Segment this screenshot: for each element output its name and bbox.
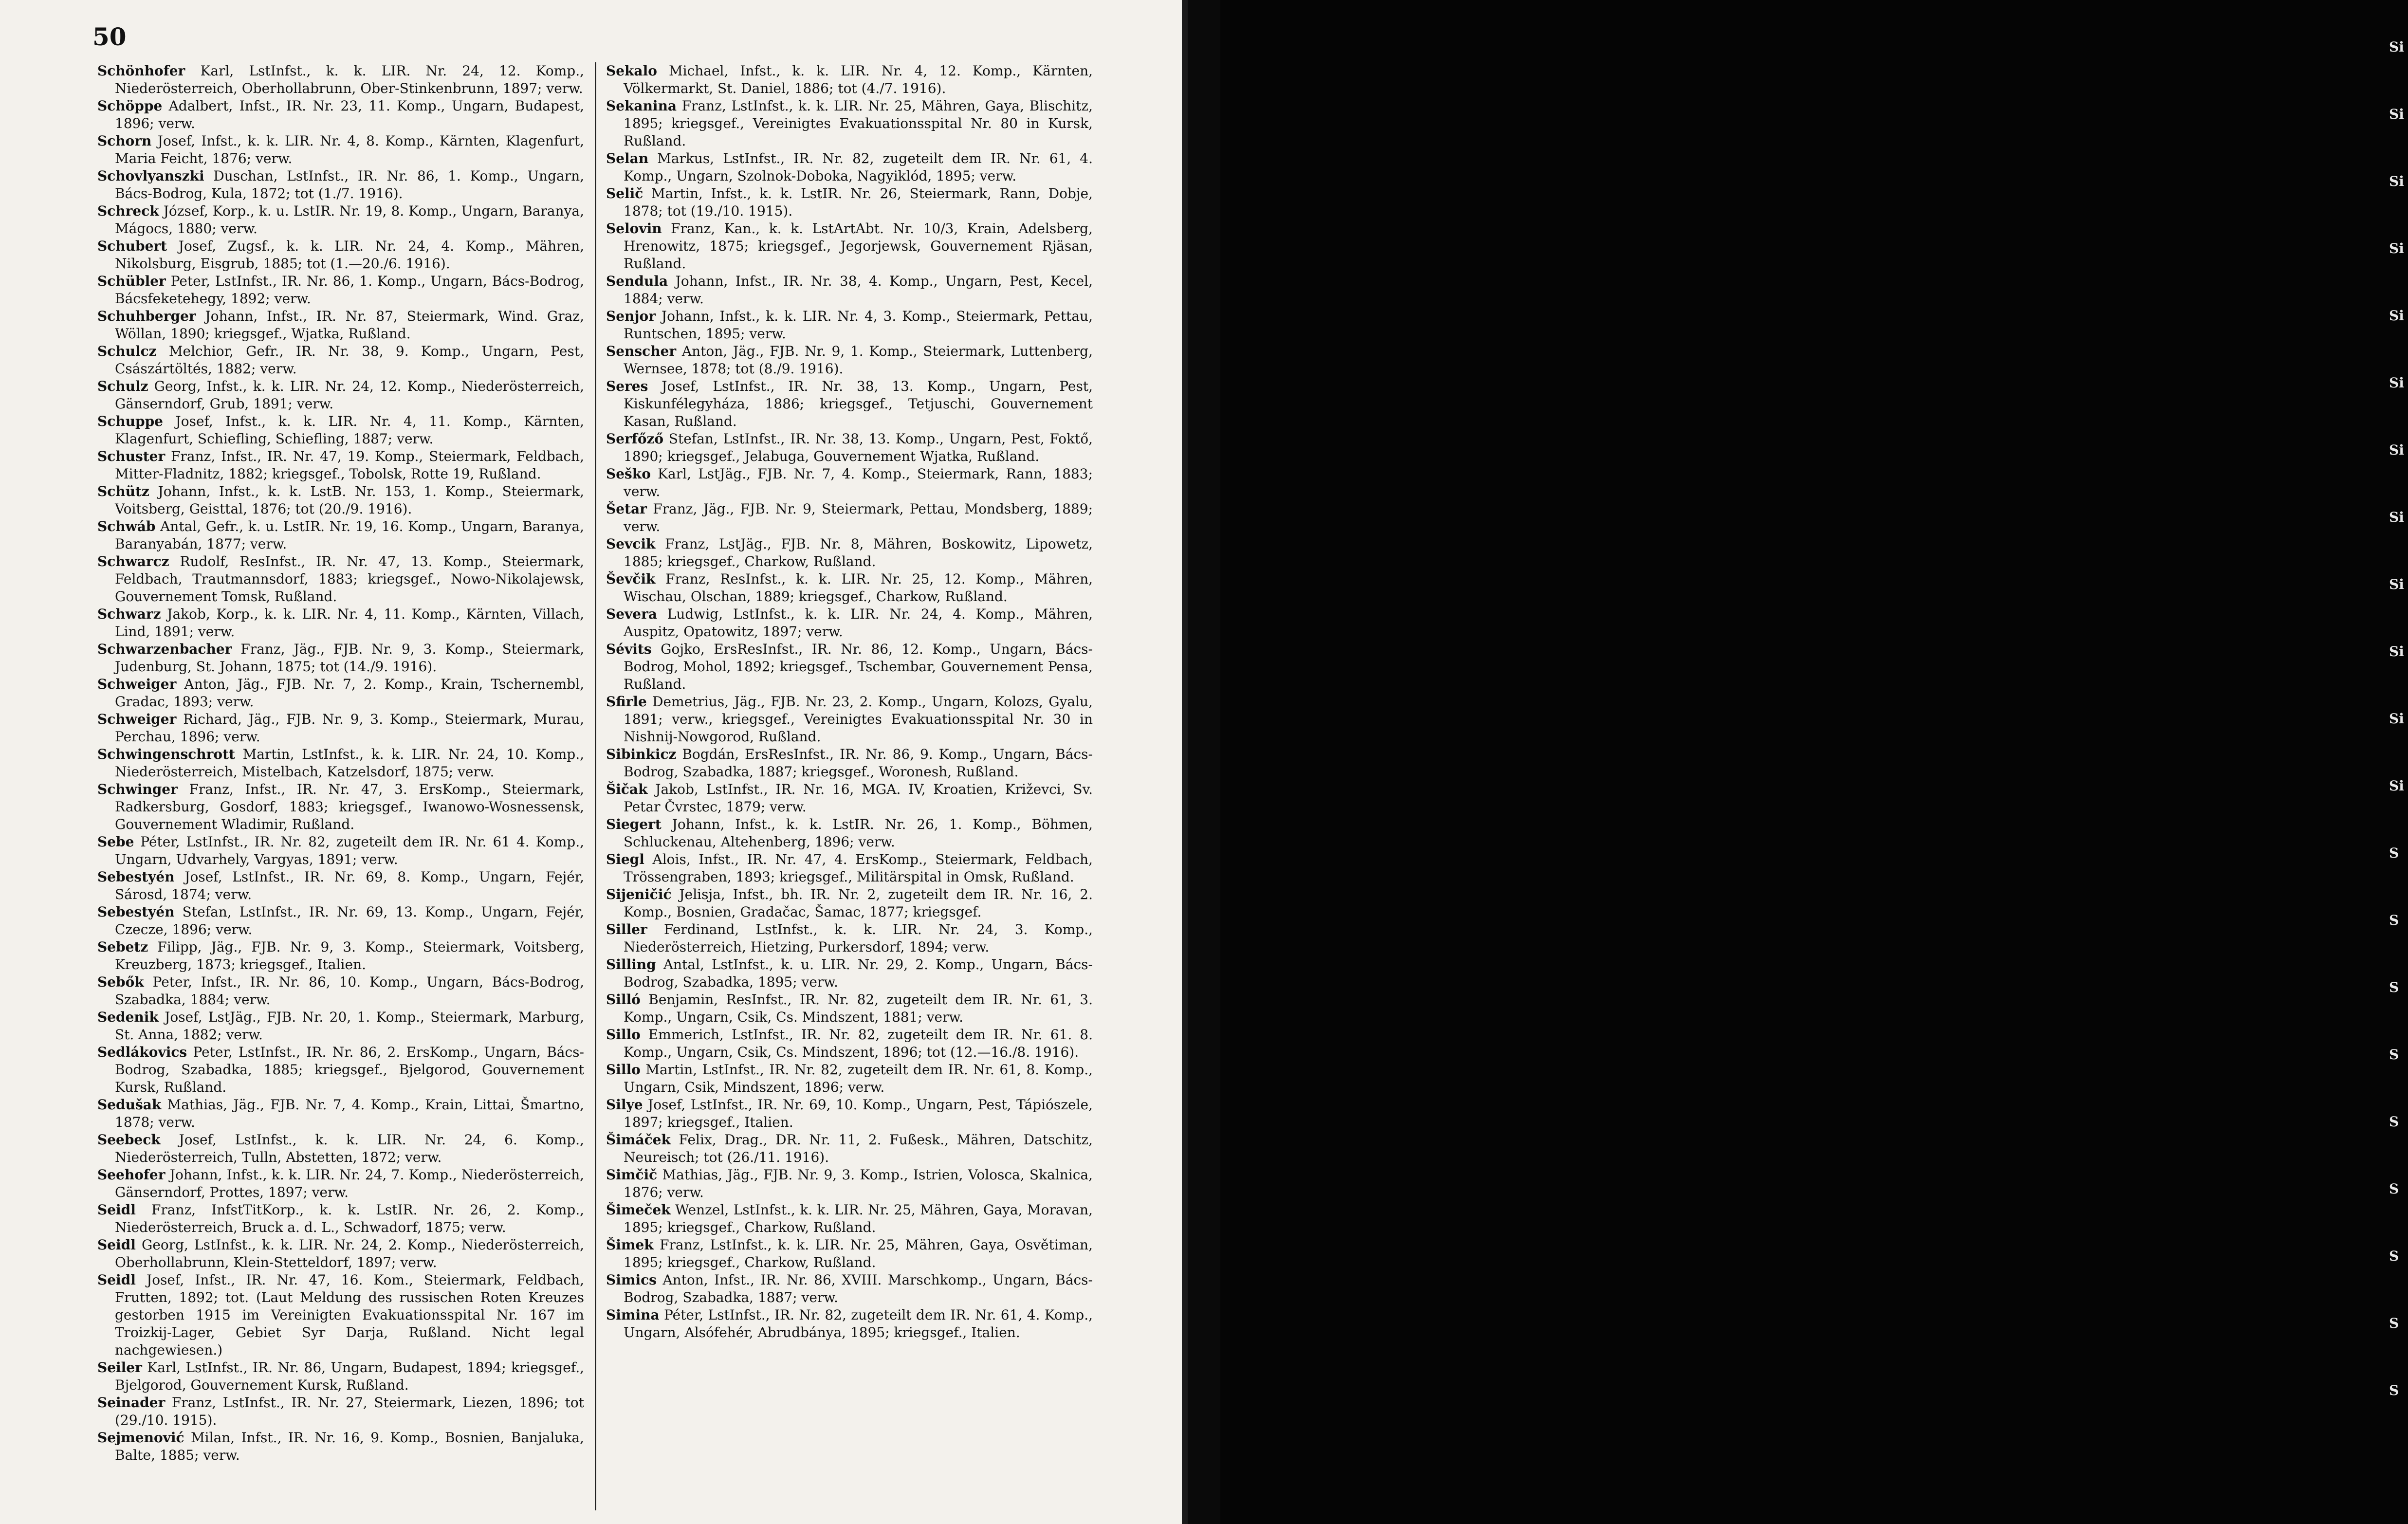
entry-surname: Senjor: [606, 308, 656, 324]
entry-details: Jelisja, Infst., bh. IR. Nr. 2, zugeteilt dem IR. Nr. 16, 2. Komp., Bosnien, Gradačac, Šamac, 1877; kriegsgef.: [624, 886, 1093, 920]
entry-details: Johann, Infst., k. k. LstIR. Nr. 26, 1. Komp., Böhmen, Schluckenau, Altehenberg, 1896; verw.: [624, 816, 1093, 850]
entry-surname: Seško: [606, 466, 651, 482]
entry-details: Wenzel, LstInfst., k. k. LIR. Nr. 25, Mähren, Gaya, Moravan, 1895; kriegsgef., Charkow, Rußland.: [624, 1202, 1093, 1235]
adjacent-page-fragment: Si: [2389, 375, 2404, 391]
register-entry: [606, 308, 1093, 343]
entry-surname: Seidl: [97, 1237, 136, 1253]
register-entry: [606, 991, 1093, 1026]
entry-details: Johann, Infst., k. k. LstB. Nr. 153, 1. Komp., Steiermark, Voitsberg, Geisttal, 1876; tot (20./9. 1916).: [115, 483, 584, 517]
entry-details: Alois, Infst., IR. Nr. 47, 4. ErsKomp., Steiermark, Feldbach, Trössengraben, 1893; kriegsgef., Militärspital in Omsk, Rußland.: [624, 851, 1093, 885]
register-entry: [606, 465, 1093, 500]
entry-details: Josef, Infst., k. k. LIR. Nr. 4, 8. Komp., Kärnten, Klagenfurt, Maria Feicht, 1876; verw.: [115, 133, 584, 166]
register-entry: [97, 711, 584, 746]
entry-surname: Serfőző: [606, 431, 664, 447]
entry-details: Josef, Infst., k. k. LIR. Nr. 4, 11. Komp., Kärnten, Klagenfurt, Schiefling, Schiefling, 1887; verw.: [115, 413, 584, 447]
entry-surname: Schovlyanszki: [97, 168, 204, 184]
entry-details: Josef, LstInfst., IR. Nr. 69, 8. Komp., Ungarn, Fejér, Sárosd, 1874; verw.: [115, 869, 585, 902]
register-entry: [606, 956, 1093, 991]
entry-details: Felix, Drag., DR. Nr. 11, 2. Fußesk., Mähren, Datschitz, Neureisch; tot (26./11. 1916).: [624, 1132, 1093, 1165]
register-entry: [606, 500, 1093, 535]
entry-surname: Schuhberger: [97, 308, 196, 324]
adjacent-page-fragment: S: [2389, 1047, 2399, 1063]
entry-details: Martin, Infst., k. k. LstIR. Nr. 26, Steiermark, Rann, Dobje, 1878; tot (19./10. 1915).: [624, 185, 1093, 219]
book-page: [0, 0, 1188, 1524]
adjacent-page-fragment: Si: [2389, 778, 2404, 794]
register-entry: [97, 1096, 584, 1131]
entry-details: Franz, LstInfst., k. k. LIR. Nr. 25, Mähren, Gaya, Osvětiman, 1895; kriegsgef., Charkow, Rußland.: [624, 1237, 1093, 1270]
entry-surname: Schübler: [97, 273, 166, 289]
entry-surname: Šimáček: [606, 1132, 671, 1148]
adjacent-page-fragment: S: [2389, 912, 2399, 928]
entry-surname: Schulcz: [97, 343, 157, 359]
entry-surname: Sibinkicz: [606, 746, 677, 762]
entry-surname: Sillo: [606, 1062, 641, 1078]
entry-details: Stefan, LstInfst., IR. Nr. 38, 13. Komp., Ungarn, Pest, Foktő, 1890; kriegsgef., Jelabuga, Gouvernement Wjatka, Rußland.: [624, 431, 1093, 464]
register-entry: [97, 1166, 584, 1201]
entry-surname: Schorn: [97, 133, 152, 149]
entry-details: Franz, InfstTitKorp., k. k. LstIR. Nr. 26, 2. Komp., Niederösterreich, Bruck a. d. L., Schwadorf, 1875; verw.: [115, 1202, 585, 1235]
register-entry: [97, 606, 584, 641]
entry-surname: Schütz: [97, 483, 149, 499]
register-entry: [97, 238, 584, 273]
register-entry: [97, 1131, 584, 1166]
entry-details: Mathias, Jäg., FJB. Nr. 9, 3. Komp., Istrien, Volosca, Skalnica, 1876; verw.: [624, 1167, 1093, 1200]
entry-surname: Sedenik: [97, 1009, 159, 1025]
entry-surname: Schwinger: [97, 781, 178, 797]
adjacent-page-fragment: Si: [2389, 509, 2404, 525]
entry-surname: Sekanina: [606, 98, 677, 114]
page-number: 50: [92, 22, 127, 51]
entry-details: Gojko, ErsResInfst., IR. Nr. 86, 12. Komp., Ungarn, Bács-Bodrog, Mohol, 1892; kriegsgef., Tschembar, Gouvernement Pensa, Rußland.: [624, 641, 1093, 692]
entry-details: Péter, LstInfst., IR. Nr. 82, zugeteilt dem IR. Nr. 61, 4. Komp., Ungarn, Alsófehér, Abrudbánya, 1895; kriegsgef., Italien.: [624, 1307, 1093, 1340]
entry-details: Milan, Infst., IR. Nr. 16, 9. Komp., Bosnien, Banjaluka, Balte, 1885; verw.: [115, 1430, 584, 1463]
entry-details: Markus, LstInfst., IR. Nr. 82, zugeteilt dem IR. Nr. 61, 4. Komp., Ungarn, Szolnok-Doboka, Nagyiklód, 1895; verw.: [624, 150, 1093, 184]
entry-details: Johann, Infst., IR. Nr. 87, Steiermark, Wind. Graz, Wöllan, 1890; kriegsgef., Wjatka, Rußland.: [115, 308, 584, 342]
entry-surname: Schwingenschrott: [97, 746, 235, 762]
register-entry: [606, 1236, 1093, 1271]
entry-surname: Sfirle: [606, 694, 647, 710]
register-entry: [606, 570, 1093, 606]
entry-surname: Seiler: [97, 1359, 142, 1376]
entry-details: Emmerich, LstInfst., IR. Nr. 82, zugeteilt dem IR. Nr. 61. 8. Komp., Ungarn, Csik, Cs. Mindszent, 1896; tot (12.—16./8. 1916).: [624, 1027, 1093, 1060]
entry-details: Anton, Jäg., FJB. Nr. 9, 1. Komp., Steiermark, Luttenberg, Wernsee, 1878; tot (8./9. 1916).: [624, 343, 1093, 377]
entry-surname: Schwáb: [97, 518, 156, 534]
register-entry: [606, 1131, 1093, 1166]
register-entry: [97, 343, 584, 378]
register-entry: [606, 378, 1093, 430]
entry-details: Franz, Infst., IR. Nr. 47, 3. ErsKomp., Steiermark, Radkersburg, Gosdorf, 1883; kriegsgef., Iwanowo-Wosnessensk, Gouvernement Wladimir, Rußland.: [115, 781, 584, 832]
register-entry: [606, 1271, 1093, 1306]
entry-details: Josef, LstInfst., IR. Nr. 69, 10. Komp., Ungarn, Pest, Tápiószele, 1897; kriegsgef., Italien.: [624, 1097, 1093, 1130]
register-entry: [606, 97, 1093, 150]
entry-details: Stefan, LstInfst., IR. Nr. 69, 13. Komp., Ungarn, Fejér, Czecze, 1896; verw.: [115, 904, 584, 937]
adjacent-page-fragment: S: [2389, 979, 2399, 995]
entry-surname: Siegert: [606, 816, 662, 832]
register-entry: [606, 606, 1093, 641]
entry-surname: Sebestyén: [97, 869, 175, 885]
entry-details: Peter, Infst., IR. Nr. 86, 10. Komp., Ungarn, Bács-Bodrog, Szabadka, 1884; verw.: [115, 974, 584, 1008]
entry-surname: Schreck: [97, 203, 159, 219]
entry-surname: Seidl: [97, 1202, 136, 1218]
entry-surname: Seebeck: [97, 1132, 161, 1148]
register-entry: [97, 518, 584, 553]
register-entry: [606, 535, 1093, 570]
register-entry: [97, 938, 584, 973]
adjacent-page-fragment: Si: [2389, 711, 2404, 727]
adjacent-page-fragment: Si: [2389, 173, 2404, 189]
adjacent-page-fragment: S: [2389, 1181, 2399, 1197]
entry-surname: Seres: [606, 378, 648, 394]
adjacent-page-fragment: S: [2389, 1382, 2399, 1398]
entry-details: Martin, LstInfst., IR. Nr. 82, zugeteilt dem IR. Nr. 61, 8. Komp., Ungarn, Csik, Mindszent, 1896; verw.: [624, 1062, 1093, 1095]
register-entry: [97, 483, 584, 518]
register-entry: [606, 220, 1093, 273]
entry-details: Georg, Infst., k. k. LIR. Nr. 24, 12. Komp., Niederösterreich, Gänserndorf, Grub, 1891; verw.: [115, 378, 584, 412]
entry-surname: Sebestyén: [97, 904, 175, 920]
entry-details: Franz, LstInfst., IR. Nr. 27, Steiermark, Liezen, 1896; tot (29./10. 1915).: [115, 1395, 585, 1428]
entry-surname: Schwarcz: [97, 553, 169, 569]
entry-details: Johann, Infst., IR. Nr. 38, 4. Komp., Ungarn, Pest, Kecel, 1884; verw.: [624, 273, 1093, 307]
entry-surname: Schwarz: [97, 606, 161, 622]
entry-details: Franz, Jäg., FJB. Nr. 9, 3. Komp., Steiermark, Judenburg, St. Johann, 1875; tot (14./9. 1916).: [115, 641, 584, 675]
page-gutter-shadow: [1182, 0, 1188, 1524]
entry-details: Jakob, LstInfst., IR. Nr. 16, MGA. IV, Kroatien, Križevci, Sv. Petar Čvrstec, 1879; verw.: [624, 781, 1093, 815]
entry-surname: Sendula: [606, 273, 668, 289]
entry-surname: Sillo: [606, 1027, 641, 1043]
entry-details: Josef, Infst., IR. Nr. 47, 16. Kom., Steiermark, Feldbach, Frutten, 1892; tot. (Laut Meldung des russischen Roten Kreuzes gestorben 1915 im Vereinigten Evakuationsspital Nr. 167 im Troizkij-Lager, Gebiet Syr Darja, Rußland. Nicht legal nachgewiesen.): [115, 1272, 584, 1358]
register-entry: [606, 693, 1093, 746]
register-entry: [97, 641, 584, 676]
entry-surname: Schuppe: [97, 413, 163, 429]
entry-surname: Sejmenović: [97, 1430, 184, 1446]
entry-surname: Sevcik: [606, 536, 656, 552]
entry-details: Adalbert, Infst., IR. Nr. 23, 11. Komp., Ungarn, Budapest, 1896; verw.: [115, 98, 584, 131]
register-entry: [97, 97, 584, 132]
entry-details: Richard, Jäg., FJB. Nr. 9, 3. Komp., Steiermark, Murau, Perchau, 1896; verw.: [115, 711, 584, 745]
register-entry: [97, 903, 584, 938]
register-entry: [97, 1236, 584, 1271]
register-entry: [97, 448, 584, 483]
register-entry: [606, 1306, 1093, 1341]
register-entry: [97, 167, 584, 202]
entry-surname: Simina: [606, 1307, 660, 1323]
entry-surname: Schöppe: [97, 98, 163, 114]
entry-surname: Sebe: [97, 834, 134, 850]
adjacent-page-fragment: Si: [2389, 442, 2404, 458]
entry-details: Karl, LstJäg., FJB. Nr. 7, 4. Komp., Steiermark, Rann, 1883; verw.: [624, 466, 1093, 499]
entry-surname: Schubert: [97, 238, 167, 254]
register-entry: [97, 973, 584, 1009]
entry-surname: Silye: [606, 1097, 643, 1113]
entry-surname: Schuster: [97, 448, 165, 464]
entry-details: Michael, Infst., k. k. LIR. Nr. 4, 12. Komp., Kärnten, Völkermarkt, St. Daniel, 1886; tot (4./7. 1916).: [624, 63, 1093, 96]
entry-surname: Sedušak: [97, 1097, 162, 1113]
entry-details: Anton, Infst., IR. Nr. 86, XVIII. Marschkomp., Ungarn, Bács-Bodrog, Szabadka, 1887; verw.: [624, 1272, 1093, 1305]
entry-surname: Sekalo: [606, 63, 657, 79]
entry-details: József, Korp., k. u. LstIR. Nr. 19, 8. Komp., Ungarn, Baranya, Mágocs, 1880; verw.: [115, 203, 584, 237]
entry-details: Franz, ResInfst., k. k. LIR. Nr. 25, 12. Komp., Mähren, Wischau, Olschan, 1889; kriegsgef., Charkow, Rußland.: [624, 571, 1093, 605]
entry-details: Josef, LstJäg., FJB. Nr. 20, 1. Komp., Steiermark, Marburg, St. Anna, 1882; verw.: [115, 1009, 584, 1043]
entry-surname: Selan: [606, 150, 649, 166]
register-entry: [606, 851, 1093, 886]
entry-surname: Silló: [606, 992, 641, 1008]
register-entry: [97, 1009, 584, 1044]
register-entry: [97, 413, 584, 448]
entry-surname: Simčič: [606, 1167, 658, 1183]
entry-surname: Schönhofer: [97, 63, 185, 79]
entry-details: Johann, Infst., k. k. LIR. Nr. 24, 7. Komp., Niederösterreich, Gänserndorf, Prottes, 1897; verw.: [115, 1167, 585, 1200]
entry-details: Rudolf, ResInfst., IR. Nr. 47, 13. Komp., Steiermark, Feldbach, Trautmannsdorf, 1883; kriegsgef., Nowo-Nikolajewsk, Gouvernement Tomsk, Rußland.: [115, 553, 584, 605]
register-entry: [606, 1096, 1093, 1131]
right-column: [606, 62, 1093, 1513]
register-entry: [606, 62, 1093, 97]
entry-details: Franz, Kan., k. k. LstArtAbt. Nr. 10/3, Krain, Adelsberg, Hrenowitz, 1875; kriegsgef., Jegorjewsk, Gouvernement Rjäsan, Rußland.: [624, 220, 1093, 272]
register-entry: [97, 1394, 584, 1429]
register-entry: [97, 1359, 584, 1394]
adjacent-page-fragment: Si: [2389, 39, 2404, 55]
entry-details: Péter, LstInfst., IR. Nr. 82, zugeteilt dem IR. Nr. 61 4. Komp., Ungarn, Udvarhely, Vargyas, 1891; verw.: [115, 834, 585, 867]
register-entry: [97, 868, 584, 903]
entry-details: Ferdinand, LstInfst., k. k. LIR. Nr. 24, 3. Komp., Niederösterreich, Hietzing, Purkersdorf, 1894; verw.: [624, 921, 1093, 955]
register-entry: [606, 273, 1093, 308]
register-entry: [97, 833, 584, 868]
entry-details: Bogdán, ErsResInfst., IR. Nr. 86, 9. Komp., Ungarn, Bács-Bodrog, Szabadka, 1887; kriegsgef., Woronesh, Rußland.: [624, 746, 1093, 780]
entry-details: Melchior, Gefr., IR. Nr. 38, 9. Komp., Ungarn, Pest, Császártöltés, 1882; verw.: [115, 343, 584, 377]
entry-surname: Schweiger: [97, 711, 177, 727]
adjacent-page-fragment: S: [2389, 1114, 2399, 1130]
adjacent-page-strip: [1188, 0, 2404, 1524]
register-entry: [606, 343, 1093, 378]
register-entry: [606, 921, 1093, 956]
entry-details: Franz, Jäg., FJB. Nr. 9, Steiermark, Pettau, Mondsberg, 1889; verw.: [624, 501, 1093, 534]
entry-details: Franz, LstJäg., FJB. Nr. 8, Mähren, Boskowitz, Lipowetz, 1885; kriegsgef., Charkow, Rußland.: [624, 536, 1093, 569]
register-entry: [97, 308, 584, 343]
entry-details: Benjamin, ResInfst., IR. Nr. 82, zugeteilt dem IR. Nr. 61, 3. Komp., Ungarn, Csik, Cs. Mindszent, 1881; verw.: [624, 992, 1093, 1025]
entry-details: Filipp, Jäg., FJB. Nr. 9, 3. Komp., Steiermark, Voitsberg, Kreuzberg, 1873; kriegsgef., Italien.: [115, 939, 585, 973]
entry-details: Demetrius, Jäg., FJB. Nr. 23, 2. Komp., Ungarn, Kolozs, Gyalu, 1891; verw., kriegsgef., Vereinigtes Evakuationsspital Nr. 30 in Nishnij-Nowgorod, Rußland.: [624, 694, 1093, 745]
register-entry: [97, 746, 584, 781]
entry-details: Antal, Gefr., k. u. LstIR. Nr. 19, 16. Komp., Ungarn, Baranya, Baranyabán, 1877; verw.: [115, 518, 585, 552]
entry-surname: Seidl: [97, 1272, 136, 1288]
adjacent-page-fragment: S: [2389, 1248, 2399, 1264]
entry-details: Franz, Infst., IR. Nr. 47, 19. Komp., Steiermark, Feldbach, Mitter-Fladnitz, 1882; kriegsgef., Tobolsk, Rotte 19, Rußland.: [115, 448, 584, 482]
register-entry: [97, 1044, 584, 1096]
entry-details: Johann, Infst., k. k. LIR. Nr. 4, 3. Komp., Steiermark, Pettau, Runtschen, 1895; verw.: [624, 308, 1093, 342]
entry-details: Josef, LstInfst., k. k. LIR. Nr. 24, 6. Komp., Niederösterreich, Tulln, Abstetten, 1872; verw.: [115, 1132, 584, 1165]
register-entry: [606, 746, 1093, 781]
entry-details: Mathias, Jäg., FJB. Nr. 7, 4. Komp., Krain, Littai, Šmartno, 1878; verw.: [115, 1097, 584, 1130]
register-entry: [97, 273, 584, 308]
entry-surname: Schulz: [97, 378, 148, 394]
register-entry: [97, 1429, 584, 1464]
entry-surname: Šičak: [606, 781, 648, 797]
entry-details: Ludwig, LstInfst., k. k. LIR. Nr. 24, 4. Komp., Mähren, Auspitz, Opatowitz, 1897; verw.: [624, 606, 1093, 640]
left-column: [97, 62, 584, 1513]
entry-surname: Šimeček: [606, 1202, 671, 1218]
entry-details: Josef, LstInfst., IR. Nr. 38, 13. Komp., Ungarn, Pest, Kiskunfélegyháza, 1886; kriegsgef., Tetjuschi, Gouvernement Kasan, Rußland.: [624, 378, 1093, 429]
adjacent-page-fragment: S: [2389, 845, 2399, 861]
adjacent-page-fragment: Si: [2389, 106, 2404, 122]
entry-surname: Sebetz: [97, 939, 148, 955]
register-entry: [606, 430, 1093, 465]
entry-surname: Seinader: [97, 1395, 165, 1411]
entry-surname: Sebők: [97, 974, 144, 990]
adjacent-page-fragment: Si: [2389, 308, 2404, 324]
entry-details: Karl, LstInfst., k. k. LIR. Nr. 24, 12. Komp., Niederösterreich, Oberhollabrunn, Ober-Stinkenbrunn, 1897; verw.: [115, 63, 584, 96]
register-entry: [606, 1201, 1093, 1236]
entry-surname: Šimek: [606, 1237, 654, 1253]
entry-surname: Sijeničić: [606, 886, 672, 902]
entry-details: Jakob, Korp., k. k. LIR. Nr. 4, 11. Komp., Kärnten, Villach, Lind, 1891; verw.: [115, 606, 585, 640]
entry-details: Peter, LstInfst., IR. Nr. 86, 1. Komp., Ungarn, Bács-Bodrog, Bácsfeketehegy, 1892; verw.: [115, 273, 585, 307]
entry-details: Duschan, LstInfst., IR. Nr. 86, 1. Komp., Ungarn, Bács-Bodrog, Kula, 1872; tot (1./7. 1916).: [115, 168, 585, 202]
register-entry: [606, 185, 1093, 220]
register-entry: [606, 641, 1093, 693]
register-entry: [606, 150, 1093, 185]
entry-details: Anton, Jäg., FJB. Nr. 7, 2. Komp., Krain, Tschernembl, Gradac, 1893; verw.: [115, 676, 584, 710]
register-entry: [97, 781, 584, 833]
entry-details: Peter, LstInfst., IR. Nr. 86, 2. ErsKomp., Ungarn, Bács-Bodrog, Szabadka, 1885; kriegsgef., Bjelgorod, Gouvernement Kursk, Rußland.: [115, 1044, 584, 1095]
register-entry: [606, 1026, 1093, 1061]
register-entry: [97, 62, 584, 97]
entry-surname: Simics: [606, 1272, 657, 1288]
entry-details: Josef, Zugsf., k. k. LIR. Nr. 24, 4. Komp., Mähren, Nikolsburg, Eisgrub, 1885; tot (1.—20./6. 1916).: [115, 238, 584, 272]
register-entry: [97, 202, 584, 238]
adjacent-page-fragment: Si: [2389, 576, 2404, 592]
register-entry: [606, 816, 1093, 851]
entry-details: Martin, LstInfst., k. k. LIR. Nr. 24, 10. Komp., Niederösterreich, Mistelbach, Katzelsdorf, 1875; verw.: [115, 746, 584, 780]
entry-surname: Šetar: [606, 501, 647, 517]
register-entry: [97, 1201, 584, 1236]
register-entry: [97, 1271, 584, 1359]
entry-surname: Seehofer: [97, 1167, 165, 1183]
register-entry: [606, 1166, 1093, 1201]
adjacent-page-fragment: Si: [2389, 240, 2404, 257]
register-entry: [97, 553, 584, 606]
entry-surname: Sévits: [606, 641, 652, 657]
entry-surname: Selovin: [606, 220, 662, 237]
entry-details: Georg, LstInfst., k. k. LIR. Nr. 24, 2. Komp., Niederösterreich, Oberhollabrunn, Klein-Stetteldorf, 1897; verw.: [115, 1237, 585, 1270]
entry-surname: Senscher: [606, 343, 677, 359]
register-entry: [97, 378, 584, 413]
register-entry: [97, 132, 584, 167]
entry-surname: Schweiger: [97, 676, 177, 692]
entry-surname: Siegl: [606, 851, 644, 867]
entry-surname: Selič: [606, 185, 643, 202]
register-entry: [97, 676, 584, 711]
entry-details: Franz, LstInfst., k. k. LIR. Nr. 25, Mähren, Gaya, Blischitz, 1895; kriegsgef., Vereinigtes Evakuationsspital Nr. 80 in Kursk, Rußland.: [624, 98, 1093, 149]
entry-surname: Severa: [606, 606, 658, 622]
entry-surname: Siller: [606, 921, 647, 937]
entry-surname: Ševčik: [606, 571, 656, 587]
entry-details: Antal, LstInfst., k. u. LIR. Nr. 29, 2. Komp., Ungarn, Bács-Bodrog, Szabadka, 1895; verw.: [624, 956, 1093, 990]
column-divider: [595, 62, 596, 1510]
adjacent-page-fragment: S: [2389, 1315, 2399, 1331]
entry-surname: Sedlákovics: [97, 1044, 187, 1060]
entry-surname: Silling: [606, 956, 656, 973]
entry-details: Karl, LstInfst., IR. Nr. 86, Ungarn, Budapest, 1894; kriegsgef., Bjelgorod, Gouvernement Kursk, Rußland.: [115, 1359, 584, 1393]
register-entry: [606, 886, 1093, 921]
adjacent-page-fragment: Si: [2389, 643, 2404, 660]
register-entry: [606, 781, 1093, 816]
register-entry: [606, 1061, 1093, 1096]
entry-surname: Schwarzenbacher: [97, 641, 232, 657]
